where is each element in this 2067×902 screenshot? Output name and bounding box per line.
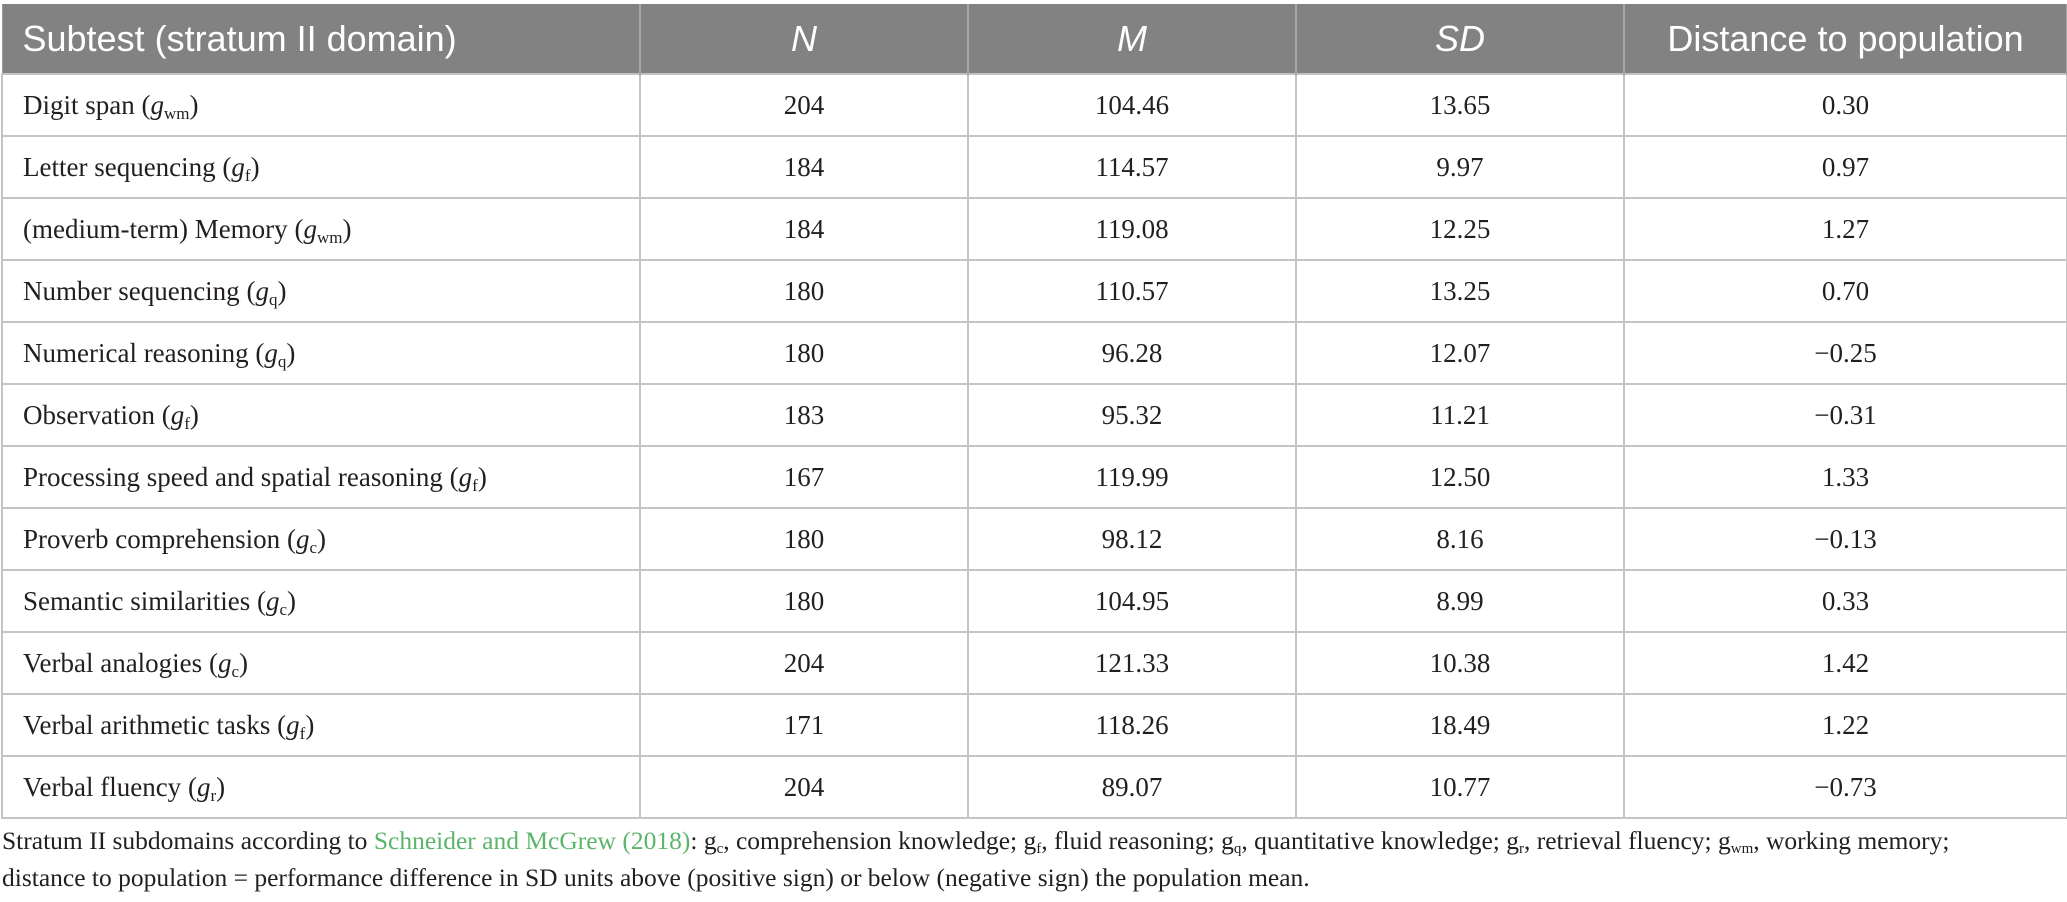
gr-subscript: r bbox=[1519, 841, 1524, 857]
cell-sd: 10.38 bbox=[1296, 632, 1624, 694]
subtest-label: Proverb comprehension bbox=[23, 523, 281, 554]
cell-distance: 1.42 bbox=[1624, 632, 2067, 694]
cell-sd: 12.07 bbox=[1296, 322, 1624, 384]
cell-subtest: Processing speed and spatial reasoning $(g_f)$ bbox=[2, 446, 640, 508]
domain-letter: g bbox=[303, 213, 317, 244]
footnote-line-2: distance to population = performance difference in SD units above (positive sign) or below (negative sign) the population mean. bbox=[2, 863, 1310, 892]
table-row bbox=[2, 570, 2067, 632]
cell-n: 204 bbox=[640, 632, 968, 694]
cell-sd: 11.21 bbox=[1296, 384, 1624, 446]
cell-n: 180 bbox=[640, 260, 968, 322]
cell-sd: 13.65 bbox=[1296, 74, 1624, 136]
cell-subtest: Proverb comprehension $(g_c)$ bbox=[2, 508, 640, 570]
cell-subtest: Digit span $(g_{wm})$ bbox=[2, 74, 640, 136]
domain-subscript: r bbox=[210, 785, 217, 805]
cell-sd: 12.25 bbox=[1296, 198, 1624, 260]
domain-subscript: wm bbox=[164, 103, 190, 123]
header-row bbox=[2, 5, 2067, 75]
subtest-label: Observation bbox=[23, 399, 155, 430]
gwm-subscript: wm bbox=[1730, 841, 1754, 857]
cell-subtest: Semantic similarities $(g_c)$ bbox=[2, 570, 640, 632]
table-row bbox=[2, 198, 2067, 260]
table-footnote bbox=[2, 822, 2062, 896]
domain-letter: g bbox=[458, 461, 473, 492]
table-row bbox=[2, 74, 2067, 136]
domain-subscript: f bbox=[184, 413, 190, 433]
domain-subscript: c bbox=[279, 599, 288, 619]
domain-letter: g bbox=[265, 585, 280, 616]
cell-n: 180 bbox=[640, 508, 968, 570]
cell-distance: 0.70 bbox=[1624, 260, 2067, 322]
cell-m: 110.57 bbox=[968, 260, 1296, 322]
cell-sd: 8.99 bbox=[1296, 570, 1624, 632]
subtest-label: Verbal analogies bbox=[23, 647, 203, 678]
cell-sd: 18.49 bbox=[1296, 694, 1624, 756]
domain-subscript: f bbox=[299, 723, 306, 743]
cell-m: 104.46 bbox=[968, 74, 1296, 136]
domain-subscript: f bbox=[244, 165, 251, 185]
header-m: M bbox=[968, 5, 1296, 75]
cell-sd: 13.25 bbox=[1296, 260, 1624, 322]
gc-definition: , comprehension knowledge; bbox=[723, 826, 1024, 855]
table-row bbox=[2, 322, 2067, 384]
table-row bbox=[2, 694, 2067, 756]
cell-sd: 9.97 bbox=[1296, 136, 1624, 198]
cell-distance: 1.22 bbox=[1624, 694, 2067, 756]
cell-sd: 10.77 bbox=[1296, 756, 1624, 818]
domain-subscript: f bbox=[472, 475, 478, 495]
footnote-line-1 bbox=[2, 822, 2062, 859]
domain-letter: g bbox=[295, 523, 310, 554]
gwm-letter: g bbox=[1718, 826, 1731, 855]
cell-distance: 0.30 bbox=[1624, 74, 2067, 136]
table-row bbox=[2, 756, 2067, 818]
cell-n: 171 bbox=[640, 694, 968, 756]
subtest-label: Verbal fluency bbox=[23, 771, 182, 802]
table-row bbox=[2, 632, 2067, 694]
cell-n: 180 bbox=[640, 322, 968, 384]
cell-m: 118.26 bbox=[968, 694, 1296, 756]
header-sd: SD bbox=[1296, 5, 1624, 75]
domain-subscript: c bbox=[231, 661, 239, 681]
cell-subtest: Letter sequencing $(g_f)$ bbox=[2, 136, 640, 198]
gr-definition: , retrieval fluency; bbox=[1524, 826, 1718, 855]
cell-subtest: Verbal fluency $(g_r)$ bbox=[2, 756, 640, 818]
domain-letter: g bbox=[255, 275, 269, 306]
domain-letter: g bbox=[170, 399, 185, 430]
domain-letter: g bbox=[264, 337, 278, 368]
cell-n: 183 bbox=[640, 384, 968, 446]
gf-subscript: f bbox=[1036, 841, 1042, 857]
table-row bbox=[2, 136, 2067, 198]
gq-letter: g bbox=[1221, 826, 1234, 855]
cell-m: 114.57 bbox=[968, 136, 1296, 198]
cell-n: 204 bbox=[640, 74, 968, 136]
gq-definition: , quantitative knowledge; bbox=[1241, 826, 1507, 855]
gc-letter: g bbox=[703, 826, 717, 855]
cell-sd: 12.50 bbox=[1296, 446, 1624, 508]
cell-n: 167 bbox=[640, 446, 968, 508]
domain-subscript: q bbox=[277, 351, 287, 371]
gc-subscript: c bbox=[716, 841, 724, 857]
gq-subscript: q bbox=[1233, 841, 1242, 857]
subtest-label: Numerical reasoning bbox=[23, 337, 249, 368]
cell-m: 98.12 bbox=[968, 508, 1296, 570]
table-row bbox=[2, 446, 2067, 508]
subtest-label: (medium-term) Memory bbox=[23, 213, 288, 244]
domain-letter: g bbox=[231, 151, 245, 182]
domain-letter: g bbox=[217, 647, 232, 678]
header-n: N bbox=[640, 5, 968, 75]
cell-subtest: Verbal analogies $(g_c)$ bbox=[2, 632, 640, 694]
cell-subtest: (medium-term) Memory $(g_{wm})$ bbox=[2, 198, 640, 260]
gf-letter: g bbox=[1023, 826, 1037, 855]
cell-n: 180 bbox=[640, 570, 968, 632]
subtest-label: Letter sequencing bbox=[23, 151, 216, 182]
cell-subtest: Numerical reasoning $(g_q)$ bbox=[2, 322, 640, 384]
cell-m: 104.95 bbox=[968, 570, 1296, 632]
subtest-label: Processing speed and spatial reasoning bbox=[23, 461, 443, 492]
cell-m: 119.99 bbox=[968, 446, 1296, 508]
domain-letter: g bbox=[196, 771, 211, 802]
cell-m: 95.32 bbox=[968, 384, 1296, 446]
cell-subtest: Number sequencing $(g_q)$ bbox=[2, 260, 640, 322]
cell-n: 184 bbox=[640, 136, 968, 198]
cell-m: 119.08 bbox=[968, 198, 1296, 260]
footnote-intro: Stratum II subdomains according to bbox=[2, 826, 374, 855]
table-body bbox=[2, 74, 2067, 818]
gf-definition: , fluid reasoning; bbox=[1041, 826, 1222, 855]
table-row bbox=[2, 384, 2067, 446]
header-subtest: Subtest (stratum II domain) bbox=[2, 5, 640, 75]
header-distance: Distance to population bbox=[1624, 5, 2067, 75]
cell-distance: 0.33 bbox=[1624, 570, 2067, 632]
cell-distance: −0.13 bbox=[1624, 508, 2067, 570]
cell-distance: −0.73 bbox=[1624, 756, 2067, 818]
cell-m: 89.07 bbox=[968, 756, 1296, 818]
subtest-label: Number sequencing bbox=[23, 275, 240, 306]
gr-letter: g bbox=[1506, 826, 1519, 855]
table-row bbox=[2, 508, 2067, 570]
reference-link[interactable]: Schneider and McGrew (2018) bbox=[373, 826, 691, 855]
domain-subscript: c bbox=[309, 537, 317, 557]
table-row bbox=[2, 260, 2067, 322]
cell-distance: 1.33 bbox=[1624, 446, 2067, 508]
cell-distance: 0.97 bbox=[1624, 136, 2067, 198]
cell-n: 204 bbox=[640, 756, 968, 818]
cell-n: 184 bbox=[640, 198, 968, 260]
cell-m: 96.28 bbox=[968, 322, 1296, 384]
domain-subscript: wm bbox=[316, 227, 343, 247]
subtest-label: Digit span bbox=[23, 89, 135, 120]
cell-distance: 1.27 bbox=[1624, 198, 2067, 260]
domain-letter: g bbox=[286, 709, 300, 740]
cell-sd: 8.16 bbox=[1296, 508, 1624, 570]
cell-subtest: Observation $(g_f)$ bbox=[2, 384, 640, 446]
gwm-definition: , working memory; bbox=[1753, 826, 1950, 855]
subtest-label: Verbal arithmetic tasks bbox=[23, 709, 271, 740]
domain-letter: g bbox=[150, 89, 164, 120]
cell-distance: −0.31 bbox=[1624, 384, 2067, 446]
domain-subscript: q bbox=[268, 289, 278, 309]
cell-m: 121.33 bbox=[968, 632, 1296, 694]
footnote-colon: : bbox=[690, 826, 704, 855]
results-table bbox=[1, 4, 2067, 819]
cell-distance: −0.25 bbox=[1624, 322, 2067, 384]
cell-subtest: Verbal arithmetic tasks $(g_f)$ bbox=[2, 694, 640, 756]
subtest-label: Semantic similarities bbox=[23, 585, 251, 616]
